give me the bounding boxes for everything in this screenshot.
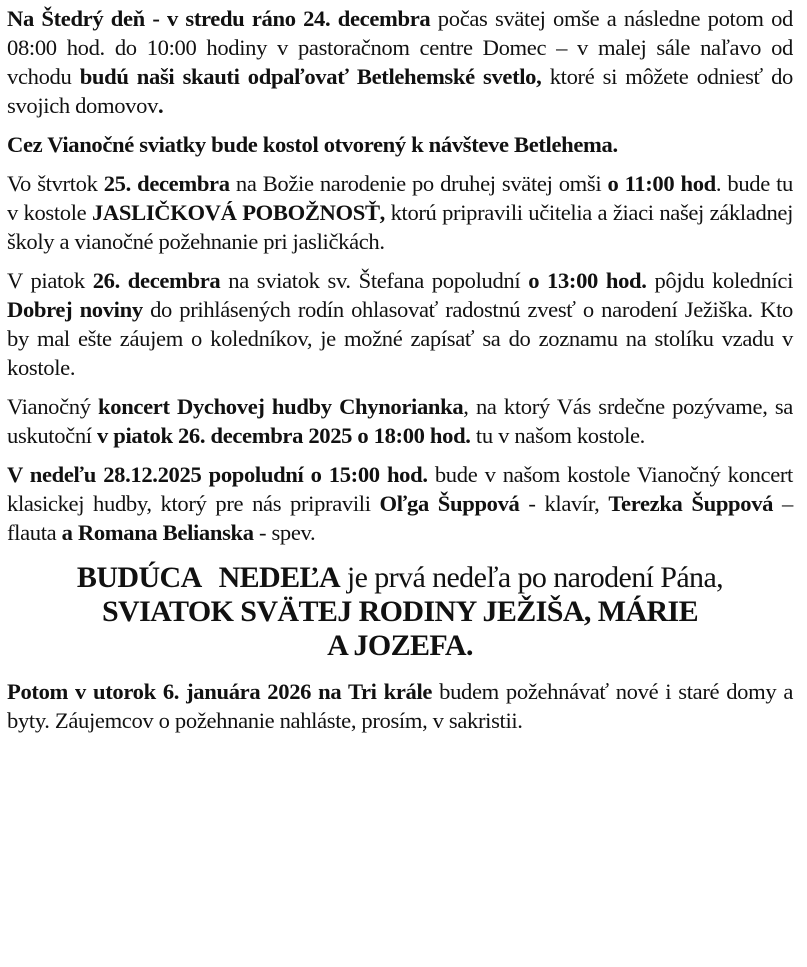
- text-run: tu v našom kostole.: [470, 423, 645, 448]
- paragraph-christmas-eve: [7, 4, 793, 120]
- text-run: budem požehnávať nové i staré domy a byty. Záujemcov o požehnanie nahláste, prosím, v sakristii.: [7, 679, 794, 733]
- paragraph-classical-concert: [7, 460, 793, 547]
- text-run: ktorú pripravili učitelia a žiaci našej základnej školy a vianočné požehnanie pri jasličkách.: [7, 200, 793, 254]
- text-run: Vo štvrtok: [7, 171, 104, 196]
- text-run: Vianočný: [7, 394, 99, 419]
- heading-line-2: SVIATOK SVÄTEJ RODINY JEŽIŠA, MÁRIE: [101, 595, 699, 628]
- heading-line-1: [7, 561, 793, 595]
- heading-word-1: BUDÚCA: [76, 561, 202, 594]
- bold-text-run: o 13:00 hod.: [528, 268, 647, 293]
- text-run: ktoré si môžete odniesť do svojich domovov: [7, 64, 793, 118]
- text-run: počas svätej omše a následne potom od 08:00 hod. do 10:00 hodiny v pastoračnom centre Domec – v malej sále naľavo od vchodu: [7, 6, 793, 89]
- paragraph-epiphany-blessing: [7, 677, 793, 735]
- bold-text-run: 25. decembra: [103, 171, 230, 196]
- bold-text-run: v piatok 26. decembra 2025 o 18:00 hod.: [97, 423, 471, 448]
- bold-text-run: V nedeľu 28.12.2025 popoludní o 15:00 hod.: [7, 462, 428, 487]
- bold-text-run: a Romana Belianska: [61, 520, 254, 545]
- next-sunday-heading: [7, 561, 793, 663]
- bold-text-run: Terezka Šuppová: [608, 491, 774, 516]
- text-run: bude v našom kostole Vianočný koncert klasickej hudby, ktorý pre nás pripravili: [7, 462, 793, 516]
- bold-text-run: Na Štedrý deň - v stredu ráno 24. decembra: [7, 6, 431, 31]
- paragraph-church-open: [7, 130, 793, 159]
- bold-text-run: budú naši skauti odpaľovať Betlehemské svetlo,: [79, 64, 542, 89]
- bold-text-run: Dobrej noviny: [7, 297, 143, 322]
- bold-text-run: 26. decembra: [92, 268, 221, 293]
- paragraph-st-stephen: [7, 266, 793, 382]
- text-run: , na ktorý Vás srdečne pozývame, sa uskutoční: [7, 394, 793, 448]
- text-run: – flauta: [7, 491, 793, 545]
- bold-text-run: koncert Dychovej hudby Chynorianka: [98, 394, 464, 419]
- text-run: - klavír,: [519, 491, 609, 516]
- bulletin-document: [7, 4, 793, 735]
- text-run: V piatok: [7, 268, 93, 293]
- heading-word-2: NEDEĽA: [218, 561, 341, 594]
- text-run: na Božie narodenie po druhej svätej omši: [229, 171, 608, 196]
- text-run: do prihlásených rodín ohlasovať radostnú zvesť o narodení Ježiška. Kto by mal ešte záujem o koledníkov, je možné zapísať sa do zoznamu na stolíku vzadu v kostole.: [7, 297, 793, 380]
- bold-text-run: .: [158, 93, 164, 118]
- heading-line-3: A JOZEFA.: [327, 629, 473, 662]
- heading-line-1-rest: je prvá nedeľa po narodení Pána,: [340, 561, 724, 594]
- bold-text-run: Oľga Šuppová: [379, 491, 520, 516]
- paragraph-christmas-day: [7, 169, 793, 256]
- paragraph-brass-concert: [7, 392, 793, 450]
- bold-text-run: o 11:00 hod: [607, 171, 716, 196]
- bold-text-run: Cez Vianočné sviatky bude kostol otvorený k návšteve Betlehema.: [7, 132, 618, 157]
- bold-text-run: Potom v utorok 6. januára 2026 na Tri krále: [7, 679, 433, 704]
- bold-text-run: JASLIČKOVÁ POBOŽNOSŤ,: [91, 200, 385, 225]
- text-run: pôjdu koledníci: [646, 268, 793, 293]
- text-run: - spev.: [253, 520, 316, 545]
- text-run: na sviatok sv. Štefana popoludní: [220, 268, 529, 293]
- text-run: . bude tu v kostole: [7, 171, 793, 225]
